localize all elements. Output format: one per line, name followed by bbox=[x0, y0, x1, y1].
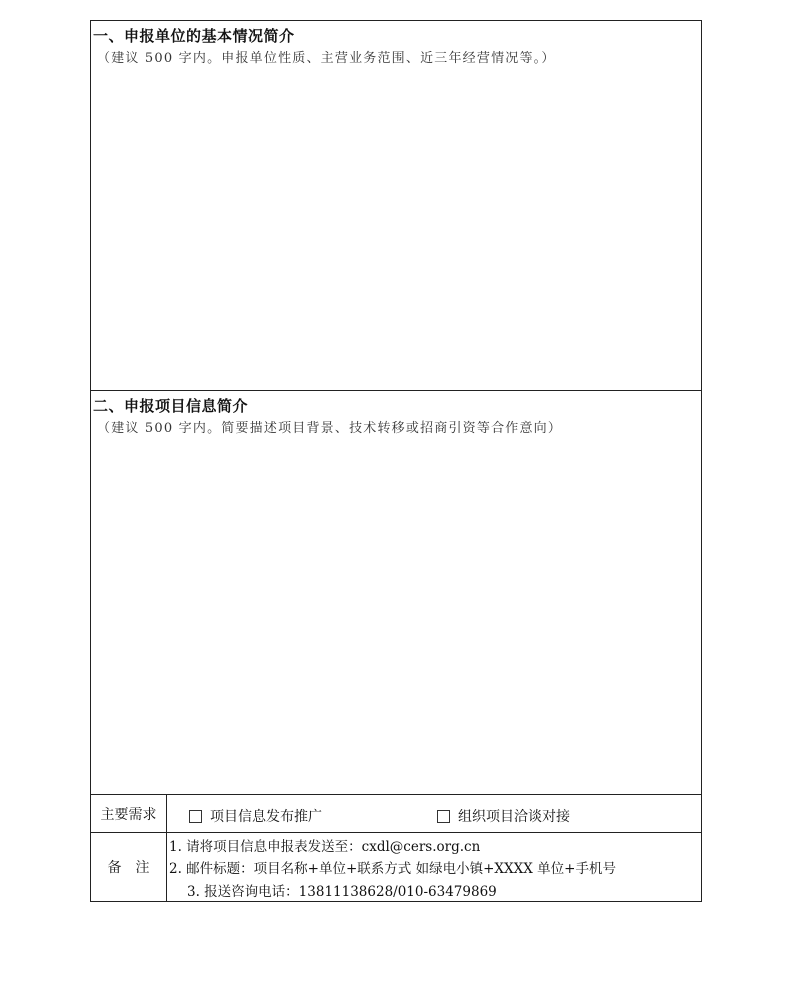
project-info-section[interactable] bbox=[91, 391, 701, 795]
note-line-1: 1. 请将项目信息申报表发送至：cxdl@cers.org.cn bbox=[169, 839, 481, 855]
option-publish-promotion-label: 项目信息发布推广 bbox=[210, 809, 322, 825]
unit-info-hint: （建议 500 字内。申报单位性质、主营业务范围、近三年经营情况等。） bbox=[97, 51, 556, 66]
application-form bbox=[90, 20, 702, 902]
option-publish-promotion[interactable] bbox=[189, 806, 322, 826]
checkbox-icon[interactable] bbox=[437, 810, 450, 823]
option-project-matchmaking[interactable] bbox=[437, 806, 570, 826]
main-needs-row bbox=[91, 795, 701, 833]
main-needs-label: 主要需求 bbox=[91, 795, 167, 832]
unit-info-section[interactable] bbox=[91, 21, 701, 391]
option-project-matchmaking-label: 组织项目洽谈对接 bbox=[458, 809, 570, 825]
notes-label: 备注 bbox=[91, 833, 167, 901]
project-info-hint: （建议 500 字内。简要描述项目背景、技术转移或招商引资等合作意向） bbox=[97, 421, 563, 436]
checkbox-icon[interactable] bbox=[189, 810, 202, 823]
notes-row bbox=[91, 833, 701, 901]
project-info-title: 二、申报项目信息简介 bbox=[93, 397, 249, 415]
unit-info-title: 一、申报单位的基本情况简介 bbox=[93, 27, 295, 45]
note-line-3: 3. 报送咨询电话：13811138628/010-63479869 bbox=[187, 884, 497, 900]
note-line-2: 2. 邮件标题：项目名称+单位+联系方式 如绿电小镇+XXXX 单位+手机号 bbox=[169, 861, 616, 877]
